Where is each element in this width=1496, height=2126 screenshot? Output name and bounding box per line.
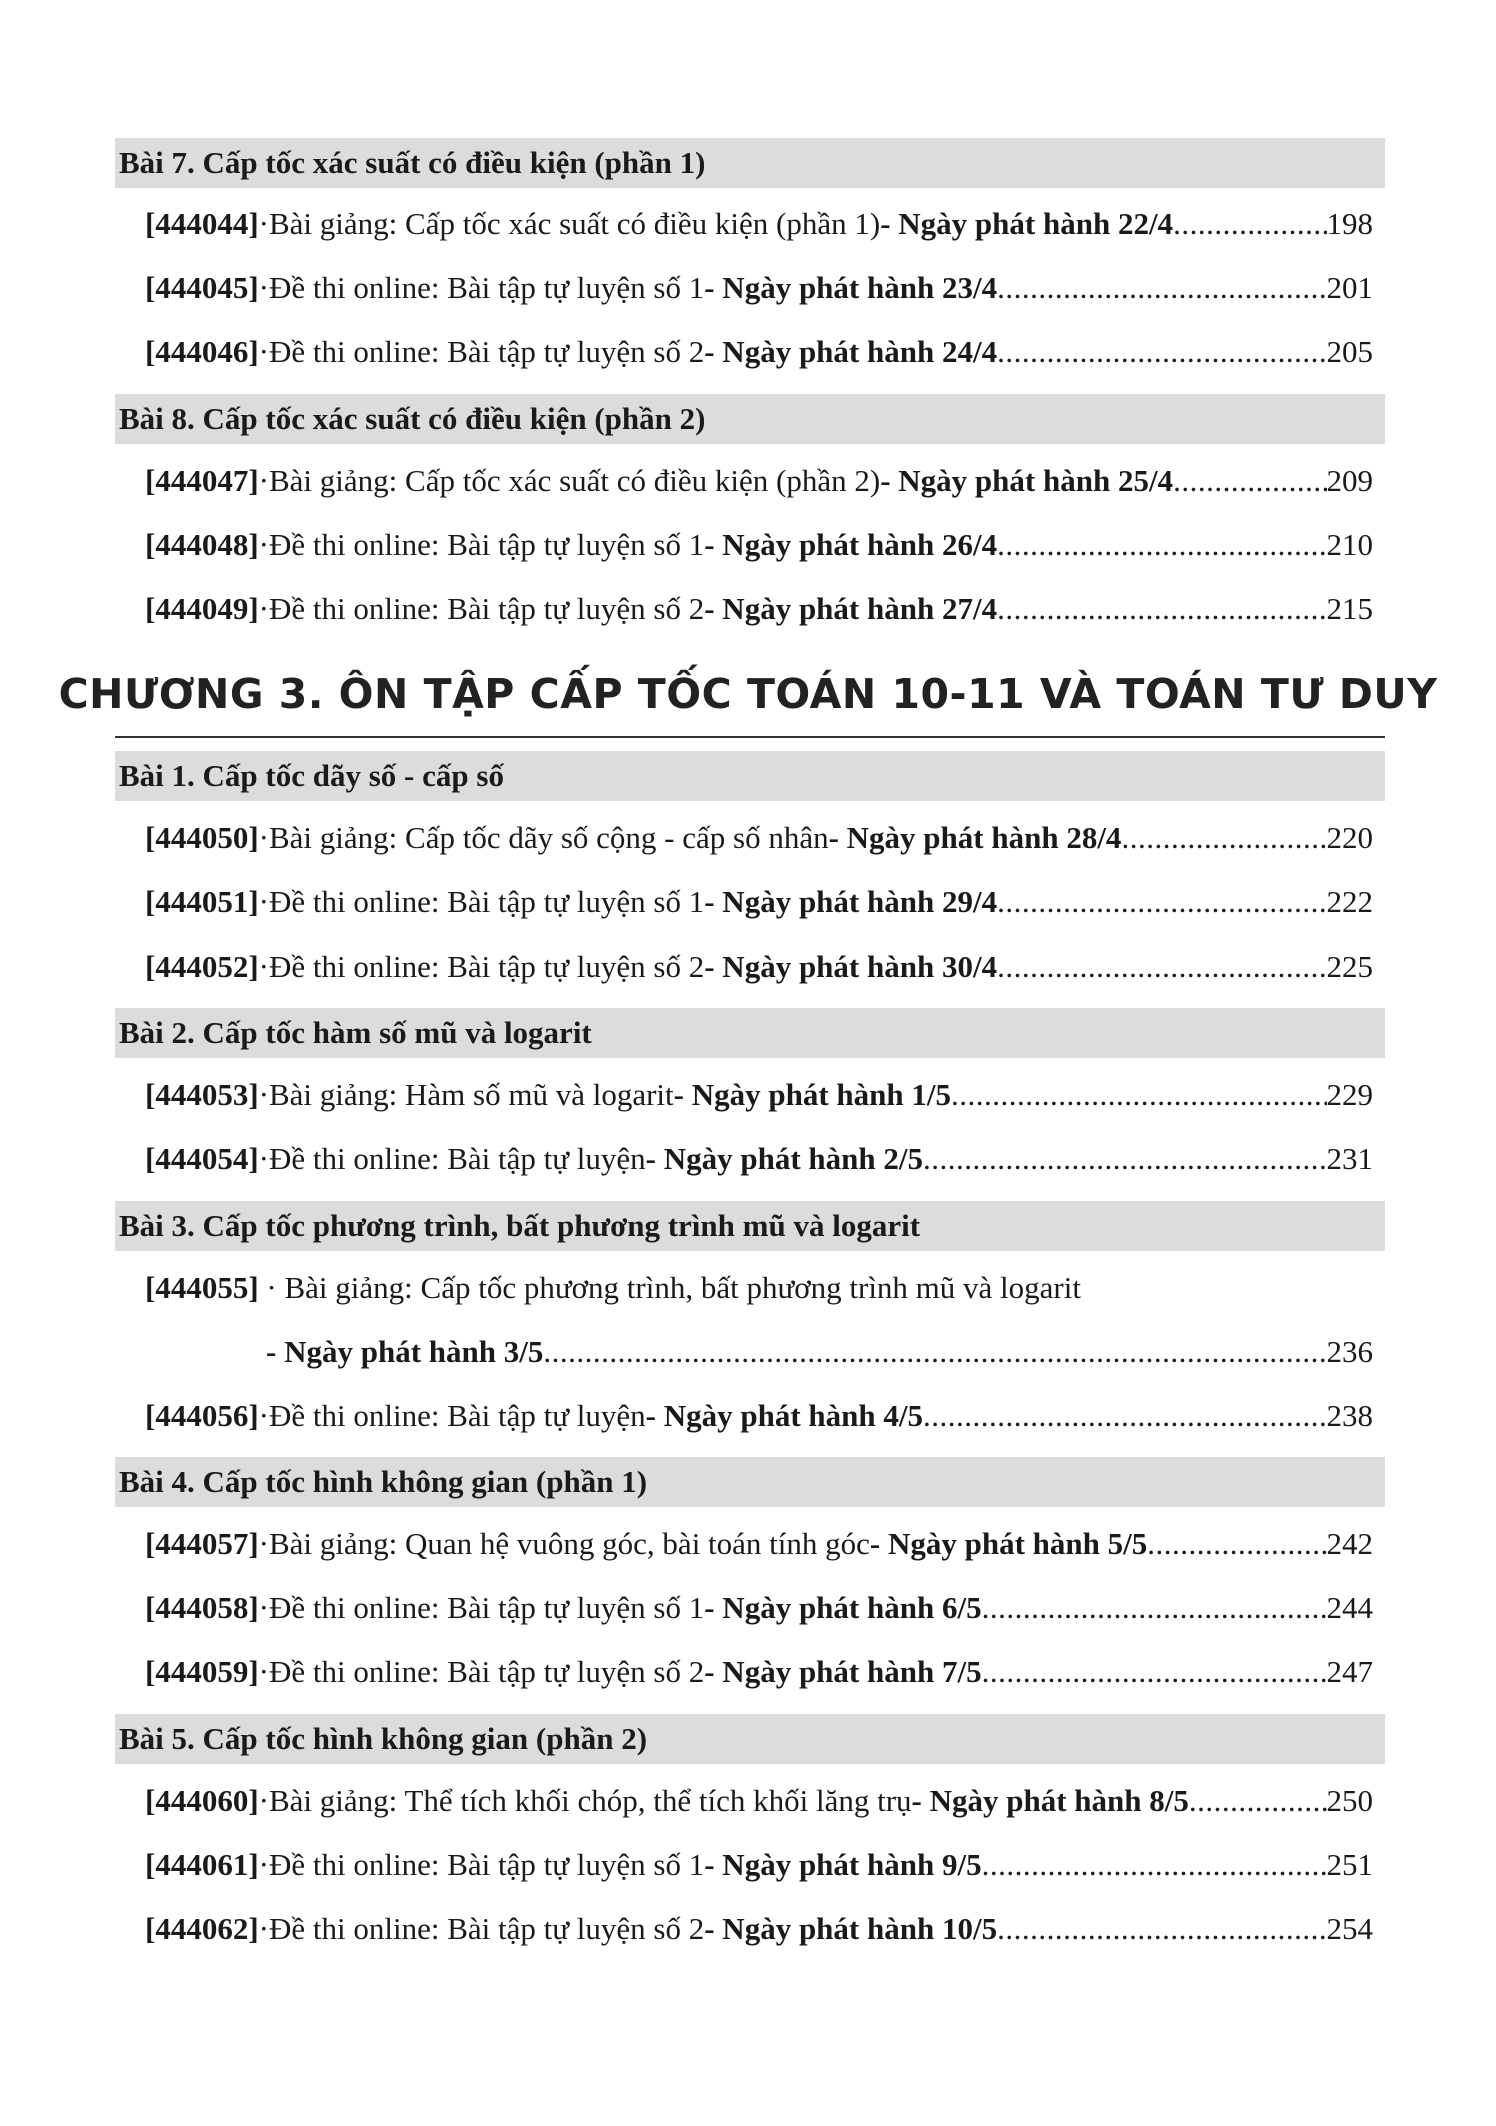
toc-entry[interactable] (145, 1648, 1373, 1696)
page-number: 254 (1326, 1911, 1373, 1946)
release-date: - Ngày phát hành 2/5 (645, 1141, 924, 1176)
toc-entry[interactable] (145, 943, 1373, 991)
release-date: - Ngày phát hành 27/4 (704, 591, 998, 626)
release-date: - Ngày phát hành 22/4 (880, 206, 1174, 241)
page-number: 231 (1326, 1141, 1373, 1176)
page-number: 244 (1326, 1590, 1373, 1625)
dot-leader (1189, 1783, 1327, 1819)
entry-title: Đề thi online: Bài tập tự luyện (268, 1398, 646, 1433)
dot-leader (997, 334, 1326, 370)
entry-title: Bài giảng: Cấp tốc xác suất có điều kiện (phần 2) (268, 463, 881, 498)
release-date: - Ngày phát hành 28/4 (828, 820, 1122, 855)
dot-leader (982, 1654, 1327, 1690)
dot-leader (982, 1590, 1327, 1626)
entry-title: Đề thi online: Bài tập tự luyện (268, 1141, 646, 1176)
toc-entry[interactable] (145, 1520, 1373, 1568)
lesson-code: [444053] (145, 1077, 259, 1112)
lesson-code: [444049] (145, 591, 259, 626)
bullet: · (258, 1526, 269, 1561)
lesson-code: [444062] (145, 1911, 259, 1946)
bullet: · (258, 820, 269, 855)
entry-title: Đề thi online: Bài tập tự luyện số 2 (268, 1654, 705, 1689)
page-number: 201 (1326, 270, 1373, 305)
bullet: · (258, 1654, 269, 1689)
release-date: - Ngày phát hành 24/4 (704, 334, 998, 369)
bullet: · (258, 1398, 269, 1433)
dot-leader (997, 949, 1326, 985)
toc-entry[interactable] (145, 457, 1373, 505)
page-number: 215 (1326, 591, 1373, 626)
lesson-code: [444061] (145, 1847, 259, 1882)
dot-leader (997, 1911, 1326, 1947)
page-number: 225 (1326, 949, 1373, 984)
lesson-code: [444045] (145, 270, 259, 305)
bullet: · (258, 1590, 269, 1625)
entry-title: Đề thi online: Bài tập tự luyện số 2 (268, 949, 705, 984)
lesson-code: [444057] (145, 1526, 259, 1561)
bullet: · (258, 1270, 285, 1305)
dot-leader (923, 1141, 1326, 1177)
entry-title: Đề thi online: Bài tập tự luyện số 2 (268, 1911, 705, 1946)
lesson-code: [444052] (145, 949, 259, 984)
section-header: Bài 3. Cấp tốc phương trình, bất phương trình mũ và logarit (115, 1201, 1385, 1251)
dot-leader (923, 1398, 1326, 1434)
page-number: 238 (1326, 1398, 1373, 1433)
release-date: - Ngày phát hành 25/4 (880, 463, 1174, 498)
toc-entry[interactable] (145, 1584, 1373, 1632)
page-number: 250 (1326, 1783, 1373, 1818)
dot-leader (997, 884, 1326, 920)
bullet: · (258, 527, 269, 562)
release-date: - Ngày phát hành 26/4 (704, 527, 998, 562)
lesson-code: [444046] (145, 334, 259, 369)
toc-entry[interactable] (145, 878, 1373, 926)
dot-leader (997, 527, 1326, 563)
toc-entry[interactable] (145, 1071, 1373, 1119)
lesson-code: [444056] (145, 1398, 259, 1433)
section-header: Bài 8. Cấp tốc xác suất có điều kiện (phần 2) (115, 394, 1385, 444)
toc-entry[interactable] (145, 1841, 1373, 1889)
lesson-code: [444048] (145, 527, 259, 562)
entry-title: Bài giảng: Hàm số mũ và logarit (268, 1077, 674, 1112)
release-date: - Ngày phát hành 5/5 (869, 1526, 1148, 1561)
release-date: - Ngày phát hành 30/4 (704, 949, 998, 984)
dot-leader (1147, 1526, 1326, 1562)
dot-leader (951, 1077, 1327, 1113)
release-date: - Ngày phát hành 8/5 (911, 1783, 1189, 1818)
section-header: Bài 7. Cấp tốc xác suất có điều kiện (phần 1) (115, 138, 1385, 188)
entry-title: Đề thi online: Bài tập tự luyện số 1 (268, 527, 705, 562)
section-header: Bài 5. Cấp tốc hình không gian (phần 2) (115, 1714, 1385, 1764)
toc-entry-continuation[interactable] (266, 1328, 1373, 1376)
entry-title: Đề thi online: Bài tập tự luyện số 1 (268, 884, 705, 919)
entry-title: Bài giảng: Cấp tốc phương trình, bất phương trình mũ và logarit (284, 1270, 1081, 1305)
toc-entry[interactable] (145, 264, 1373, 312)
lesson-code: [444058] (145, 1590, 259, 1625)
entry-title: Bài giảng: Cấp tốc xác suất có điều kiện (phần 1) (268, 206, 881, 241)
bullet: · (258, 1077, 269, 1112)
dot-leader (1121, 820, 1326, 856)
lesson-code: [444059] (145, 1654, 259, 1689)
bullet: · (258, 591, 269, 626)
dot-leader (1173, 463, 1326, 499)
release-date: - Ngày phát hành 3/5 (266, 1334, 544, 1369)
section-header: Bài 1. Cấp tốc dãy số - cấp số (115, 751, 1385, 801)
page-number: 220 (1326, 820, 1373, 855)
bullet: · (258, 949, 269, 984)
lesson-code: [444055] (145, 1270, 259, 1305)
toc-entry[interactable] (145, 1135, 1373, 1183)
page-number: 229 (1326, 1077, 1373, 1112)
page-number: 247 (1326, 1654, 1373, 1689)
toc-entry[interactable] (145, 328, 1373, 376)
toc-entry[interactable] (145, 1392, 1373, 1440)
release-date: - Ngày phát hành 7/5 (704, 1654, 982, 1689)
bullet: · (258, 1141, 269, 1176)
bullet: · (258, 206, 269, 241)
toc-entry[interactable] (145, 814, 1373, 862)
toc-entry[interactable] (145, 200, 1373, 248)
bullet: · (258, 463, 269, 498)
bullet: · (258, 270, 269, 305)
lesson-code: [444060] (145, 1783, 259, 1818)
release-date: - Ngày phát hành 4/5 (645, 1398, 924, 1433)
toc-entry[interactable] (145, 521, 1373, 569)
page-number: 209 (1326, 463, 1373, 498)
dot-leader (543, 1334, 1326, 1370)
release-date: - Ngày phát hành 23/4 (704, 270, 998, 305)
release-date: - Ngày phát hành 1/5 (673, 1077, 951, 1112)
page-number: 205 (1326, 334, 1373, 369)
bullet: · (258, 1783, 269, 1818)
entry-title: Đề thi online: Bài tập tự luyện số 1 (268, 270, 705, 305)
release-date: - Ngày phát hành 6/5 (704, 1590, 982, 1625)
entry-title: Bài giảng: Cấp tốc dãy số cộng - cấp số nhân (268, 820, 829, 855)
toc-entry[interactable] (145, 1264, 1373, 1312)
release-date: - Ngày phát hành 29/4 (704, 884, 998, 919)
page-number: 198 (1326, 206, 1373, 241)
lesson-code: [444044] (145, 206, 259, 241)
lesson-code: [444050] (145, 820, 259, 855)
page-number: 222 (1326, 884, 1373, 919)
bullet: · (258, 1847, 269, 1882)
entry-title: Bài giảng: Thể tích khối chóp, thể tích khối lăng trụ (268, 1783, 912, 1818)
toc-entry[interactable] (145, 1905, 1373, 1953)
dot-leader (997, 270, 1326, 306)
bullet: · (258, 884, 269, 919)
page-number: 242 (1326, 1526, 1373, 1561)
lesson-code: [444054] (145, 1141, 259, 1176)
toc-entry[interactable] (145, 1777, 1373, 1825)
entry-title: Bài giảng: Quan hệ vuông góc, bài toán tính góc (268, 1526, 870, 1561)
bullet: · (258, 334, 269, 369)
release-date: - Ngày phát hành 9/5 (704, 1847, 982, 1882)
toc-entry[interactable] (145, 585, 1373, 633)
dot-leader (982, 1847, 1327, 1883)
lesson-code: [444047] (145, 463, 259, 498)
chapter-title: CHƯƠNG 3. ÔN TẬP CẤP TỐC TOÁN 10-11 VÀ TOÁN TƯ DUY (58, 670, 1438, 718)
bullet: · (258, 1911, 269, 1946)
lesson-code: [444051] (145, 884, 259, 919)
entry-title: Đề thi online: Bài tập tự luyện số 1 (268, 1847, 705, 1882)
dot-leader (1173, 206, 1326, 242)
entry-title: Đề thi online: Bài tập tự luyện số 2 (268, 334, 705, 369)
entry-title: Đề thi online: Bài tập tự luyện số 1 (268, 1590, 705, 1625)
chapter-divider (115, 736, 1385, 738)
page-number: 210 (1326, 527, 1373, 562)
entry-title: Đề thi online: Bài tập tự luyện số 2 (268, 591, 705, 626)
section-header: Bài 2. Cấp tốc hàm số mũ và logarit (115, 1008, 1385, 1058)
section-header: Bài 4. Cấp tốc hình không gian (phần 1) (115, 1457, 1385, 1507)
page-number: 251 (1326, 1847, 1373, 1882)
release-date: - Ngày phát hành 10/5 (704, 1911, 998, 1946)
page-number: 236 (1326, 1334, 1373, 1369)
dot-leader (997, 591, 1326, 627)
